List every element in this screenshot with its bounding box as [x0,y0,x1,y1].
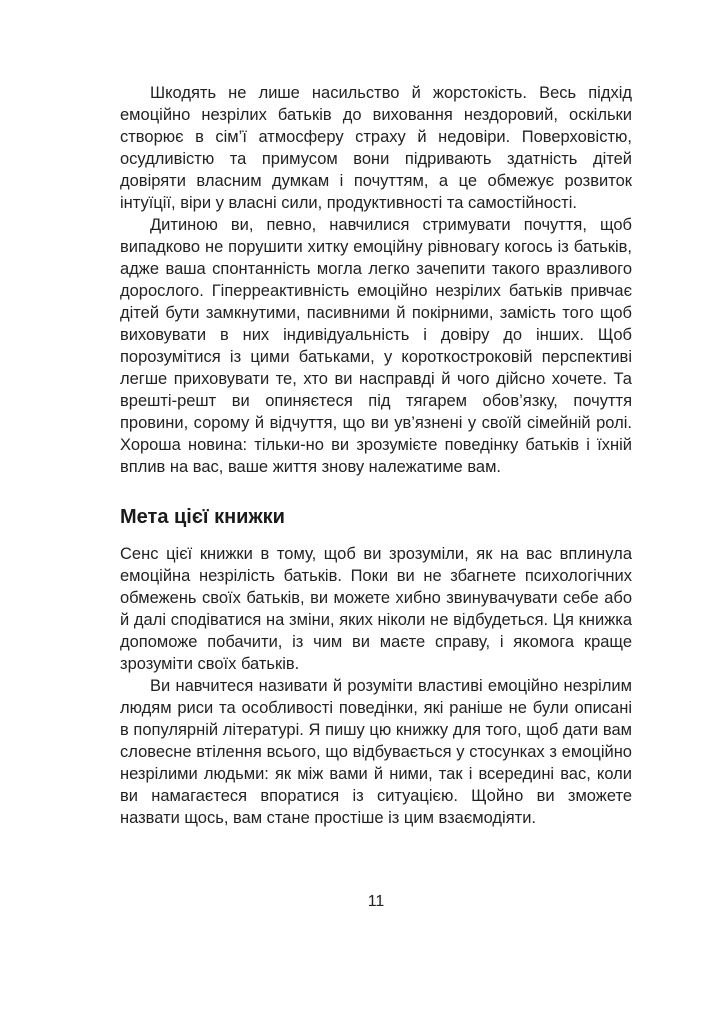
paragraph-section-1: Сенс цієї книжки в тому, щоб ви зрозуміли, як на вас вплинула емоційна незрілість батьків. Поки ви не збагнете психологічних обмежень своїх батьків, ви можете хибно звинувачувати себе або й далі сподіватися на зміни, яких ніколи не відбудеться. Ця книжка допоможе побачити, із чим ви маєте справу, і якомога краще зрозуміти своїх батьків. [120,545,632,673]
paragraph-section-2: Ви навчитеся називати й розуміти властиві емоційно незрілим людям риси та особливості поведінки, які раніше не були описані в популярній літературі. Я пишу цю книжку для того, щоб дати вам словесне втілення всього, що відбувається у стосунках з емоційно незрілими людьми: як між вами й ними, так і всередині вас, коли ви намагаєтеся впоратися із ситуацією. Щойно ви зможете назвати щось, вам стане простіше із цим взаємодіяти. [120,677,632,827]
section-heading: Мета цієї книжки [120,506,285,528]
paragraph-intro-2: Дитиною ви, певно, навчилися стримувати почуття, щоб випадково не порушити хитку емоційну рівновагу когось із батьків, адже ваша спонтанність могла легко зачепити такого вразливого дорослого. Гіперреактивність емоційно незрілих батьків привчає дітей бути замкнутими, пасивними й покірними, замість того щоб виховувати в них індивідуальність і довіру до інших. Щоб порозумітися із цими батьками, у короткостроковій перспективі легше приховувати те, хто ви насправді й чого дійсно хочете. Та врешті-решт ви опиняєтеся під тягарем обов’язку, почуття провини, сорому й відчуття, що ви ув’язнені у своїй сімейній ролі. Хороша новина: тільки-но ви зрозумієте поведінку батьків і їхній вплив на вас, ваше життя знову належатиме вам. [120,216,632,476]
paragraph-intro-1: Шкодять не лише насильство й жорстокість. Весь підхід емоційно незрілих батьків до виховання нездоровий, оскільки створює в сім’ї атмосферу страху й недовіри. Поверховістю, осудливістю та примусом вони підривають здатність дітей довіряти власним думкам і почуттям, а це обмежує розвиток інтуїції, віри у власні сили, продуктивності та самостійності. [120,84,632,212]
text-block [120,82,632,829]
page-number: 11 [367,893,385,910]
